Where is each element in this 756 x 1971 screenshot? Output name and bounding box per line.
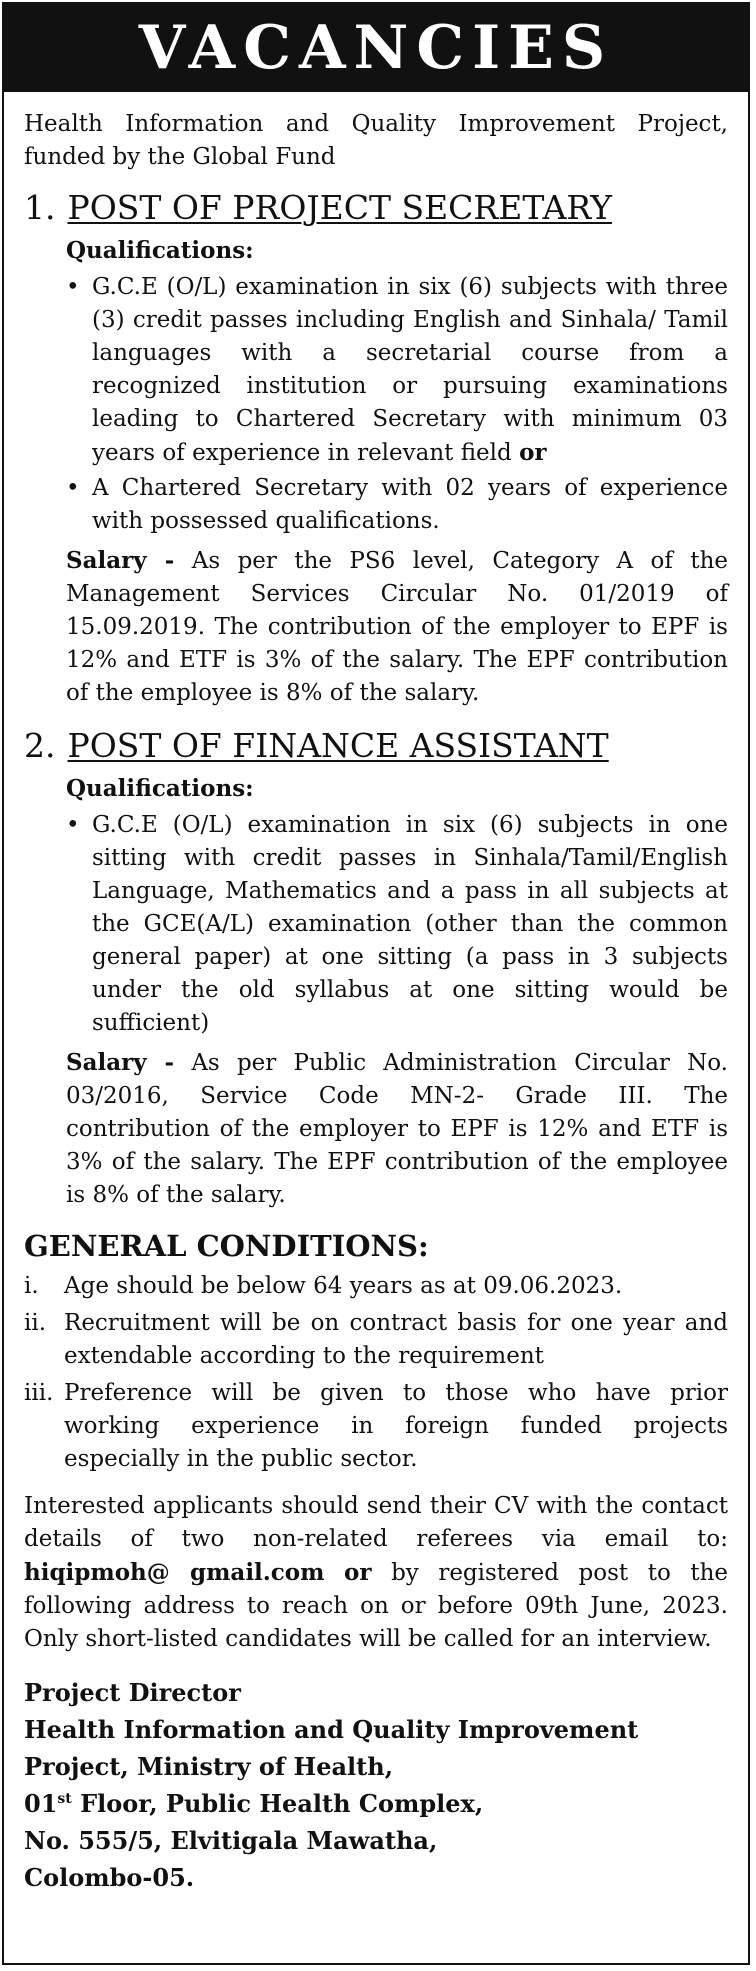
- post-number: 2.: [24, 726, 56, 765]
- salary-paragraph: [66, 544, 728, 710]
- floor-text: Floor, Public Health Complex,: [71, 1789, 484, 1818]
- salary-label: Salary -: [66, 1049, 175, 1076]
- address-line: Health Information and Quality Improvement: [24, 1715, 639, 1744]
- salary-paragraph: [66, 1046, 728, 1212]
- qualification-text: G.C.E (O/L) examination in six (6) subjects in one sitting with credit passes in Sinhala/Tamil/English Language, Mathematics and a pass in all subjects at the GCE(A/L) examination (other than the common general paper) at one sitting (a pass in 3 subjects under the old syllabus at one sitting would be sufficient): [92, 812, 728, 1036]
- list-item: [66, 472, 728, 538]
- qualification-text: A Chartered Secretary with 02 years of experience with possessed qualifications.: [92, 475, 728, 534]
- floor-suffix: st: [57, 1791, 72, 1807]
- address-line: No. 555/5, Elvitigala Mawatha,: [24, 1826, 438, 1855]
- address-line: Project Director: [24, 1678, 241, 1707]
- apply-text-after: by registered post to the following address to reach on or before 09th June, 2023. Only short-listed candidates will be called for an interview.: [24, 1560, 728, 1652]
- floor-number: 01: [24, 1789, 58, 1818]
- qualifications-label: Qualifications:: [66, 237, 254, 264]
- condition-text: Age should be below 64 years as at 09.06.2023.: [64, 1273, 623, 1299]
- condition-text: Preference will be given to those who have prior working experience in foreign funded projects especially in the public sector.: [64, 1380, 728, 1472]
- list-numeral: iii.: [24, 1380, 54, 1406]
- salary-text: As per Public Administration Circular No. 03/2016, Service Code MN-2- Grade III. The contribution of the employer to EPF is 12% and ETF is 3% of the salary. The EPF contribution of the employee is 8% of the salary.: [66, 1050, 728, 1208]
- list-item: [66, 809, 728, 1040]
- list-numeral: ii.: [24, 1310, 47, 1336]
- bullet-icon: •: [66, 812, 80, 838]
- qualification-connector: or: [519, 439, 547, 466]
- bullet-icon: •: [66, 274, 80, 300]
- address-line: [24, 1785, 728, 1822]
- post-title: POST OF FINANCE ASSISTANT: [67, 726, 609, 765]
- list-numeral: i.: [24, 1273, 39, 1299]
- qualifications-label: Qualifications:: [66, 775, 254, 802]
- bullet-icon: •: [66, 475, 80, 501]
- salary-label: Salary -: [66, 547, 175, 574]
- post-number: 1.: [24, 188, 56, 227]
- list-item: [66, 271, 728, 470]
- application-instructions: [24, 1490, 728, 1656]
- qualification-text: G.C.E (O/L) examination in six (6) subjects with three (3) credit passes including English and Sinhala/ Tamil languages with a secretarial course from a recognized institution or pursuing examinations leading to Chartered Secretary with minimum 03 years of experience in relevant field: [92, 274, 728, 466]
- post-body-2: [24, 772, 728, 1212]
- apply-connector: or: [344, 1559, 372, 1586]
- address-line: Project, Ministry of Health,: [24, 1752, 394, 1781]
- list-item: [24, 1307, 728, 1373]
- address-line: Colombo-05.: [24, 1863, 195, 1892]
- advertisement-content: [4, 92, 748, 1896]
- condition-text: Recruitment will be on contract basis for one year and extendable according to the requirement: [64, 1310, 728, 1369]
- banner-title: VACANCIES: [138, 13, 614, 83]
- post-section-2: [24, 724, 728, 1212]
- general-conditions-section: [24, 1226, 728, 1476]
- contact-email[interactable]: hiqipmoh@ gmail.com: [24, 1559, 325, 1586]
- vacancies-banner: [4, 4, 748, 92]
- general-conditions-heading: GENERAL CONDITIONS:: [24, 1229, 429, 1263]
- post-title: POST OF PROJECT SECRETARY: [67, 188, 613, 227]
- list-item: [24, 1270, 728, 1303]
- post-heading-2: [24, 724, 728, 768]
- qualifications-list: [66, 809, 728, 1040]
- list-item: [24, 1377, 728, 1476]
- general-conditions-list: [24, 1270, 728, 1476]
- post-section-1: [24, 186, 728, 710]
- qualifications-list: [66, 271, 728, 538]
- advertisement-frame: [2, 2, 750, 1965]
- post-body-1: [24, 234, 728, 710]
- intro-text: Health Information and Quality Improvement Project, funded by the Global Fund: [24, 111, 728, 170]
- postal-address: [24, 1674, 728, 1896]
- post-heading-1: [24, 186, 728, 230]
- apply-text-before: Interested applicants should send their CV with the contact details of two non-related referees via email to:: [24, 1493, 728, 1552]
- salary-text: As per the PS6 level, Category A of the Management Services Circular No. 01/2019 of 15.09.2019. The contribution of the employer to EPF is 12% and ETF is 3% of the salary. The EPF contribution of the employee is 8% of the salary.: [66, 548, 728, 706]
